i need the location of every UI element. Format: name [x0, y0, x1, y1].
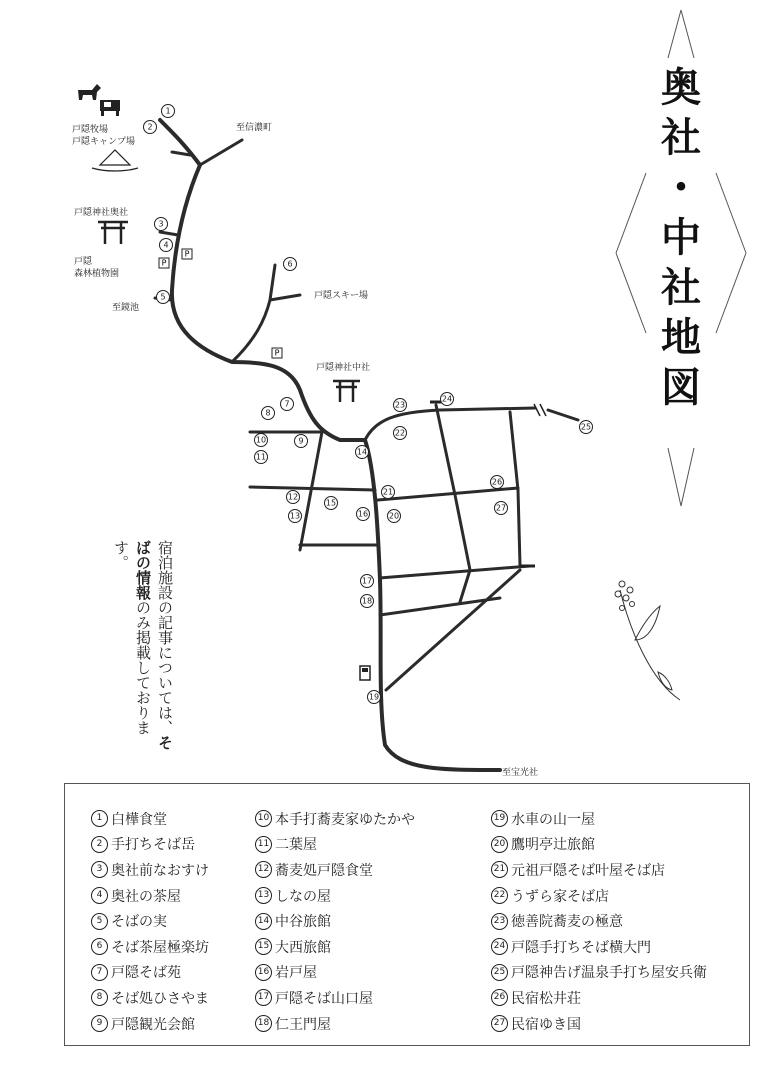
title-char-1: 奥: [661, 64, 701, 111]
svg-text:10: 10: [255, 435, 267, 445]
title-char-7: 図: [661, 364, 701, 411]
svg-text:9: 9: [298, 436, 304, 446]
road-cross-1: [250, 487, 375, 490]
marker-7[interactable]: [281, 398, 294, 411]
note-text-1: 宿泊施設の記事については、: [156, 540, 174, 735]
legend-item-17[interactable]: 17 戸隠そば山口屋: [255, 985, 415, 1011]
road-break-mark: [534, 404, 546, 416]
marker-21[interactable]: [382, 486, 395, 499]
marker-19[interactable]: [368, 691, 381, 704]
legend-item-4[interactable]: 4 奥社の茶屋: [91, 883, 209, 909]
road-ski-2: [270, 295, 300, 300]
svg-text:2: 2: [147, 122, 153, 132]
marker-26[interactable]: [491, 476, 504, 489]
marker-5[interactable]: [157, 291, 170, 304]
marker-4[interactable]: [160, 239, 173, 252]
label-ranch: 戸隠牧場: [72, 125, 109, 135]
road-camp: [172, 152, 190, 155]
road-cross-3: [378, 488, 518, 500]
torii-icon-okusha: [98, 222, 128, 244]
marker-22[interactable]: [394, 427, 407, 440]
note-text-2: のみ掲載しております。: [112, 540, 152, 735]
marker-13[interactable]: [289, 510, 302, 523]
legend-item-14[interactable]: 14 中谷旅館: [255, 908, 415, 934]
svg-text:P: P: [161, 258, 167, 268]
legend-column-1: [91, 806, 209, 1036]
svg-text:13: 13: [289, 511, 301, 521]
svg-text:P: P: [184, 249, 190, 259]
legend-item-23[interactable]: 23 徳善院蕎麦の極意: [491, 908, 707, 934]
legend-item-12[interactable]: 12 蕎麦処戸隠食堂: [255, 857, 415, 883]
flower-icon: [615, 581, 680, 700]
road-shinano: [200, 140, 242, 165]
svg-text:1: 1: [165, 106, 171, 116]
svg-text:8: 8: [265, 408, 271, 418]
svg-text:15: 15: [325, 498, 337, 508]
label-chusha: 戸隠神社中社: [316, 363, 371, 373]
legend-item-18[interactable]: 18 仁王門屋: [255, 1011, 415, 1037]
legend-item-26[interactable]: 26 民宿松井荘: [491, 985, 707, 1011]
legend-item-27[interactable]: 27 民宿ゆき国: [491, 1011, 707, 1037]
road-ski: [232, 265, 275, 362]
legend-item-8[interactable]: 8 そば処ひさやま: [91, 985, 209, 1011]
gas-station-icon: [360, 666, 370, 680]
title-char-5: 社: [661, 264, 701, 311]
title-char-4: 中: [661, 214, 701, 261]
svg-text:23: 23: [394, 400, 406, 410]
legend-box: [64, 783, 750, 1046]
svg-text:21: 21: [382, 487, 394, 497]
legend-item-15[interactable]: 15 大西旅館: [255, 934, 415, 960]
horse-icon: [78, 84, 101, 100]
road-cross-4: [380, 566, 530, 578]
marker-18[interactable]: [361, 595, 374, 608]
legend-column-3: [491, 806, 707, 1036]
road-okusha: [160, 232, 178, 235]
marker-11[interactable]: [255, 451, 268, 464]
legend-item-6[interactable]: 6 そば茶屋極楽坊: [91, 934, 209, 960]
svg-text:4: 4: [163, 240, 169, 250]
legend-item-2[interactable]: 2 手打ちそば岳: [91, 832, 209, 858]
svg-text:18: 18: [361, 596, 373, 606]
svg-text:24: 24: [441, 394, 453, 404]
road-diag: [386, 570, 520, 690]
lodging-note: [110, 540, 176, 760]
title-char-3: ・: [661, 164, 701, 211]
parking-icon-1: [159, 258, 169, 268]
label-kagami: 至鏡池: [112, 303, 140, 313]
legend-item-24[interactable]: 24 戸隠手打ちそば横大門: [491, 934, 707, 960]
note-text-bold: そばの情報: [134, 540, 174, 750]
marker-9[interactable]: [295, 435, 308, 448]
marker-12[interactable]: [287, 491, 300, 504]
svg-text:26: 26: [491, 477, 503, 487]
label-shinano: 至信濃町: [236, 123, 273, 133]
marker-3[interactable]: [155, 218, 168, 231]
title-char-6: 地: [661, 314, 701, 361]
svg-text:19: 19: [368, 692, 380, 702]
svg-text:22: 22: [394, 428, 406, 438]
legend-item-16[interactable]: 16 岩戸屋: [255, 960, 415, 986]
legend-item-13[interactable]: 13 しなの屋: [255, 883, 415, 909]
marker-2[interactable]: [144, 121, 157, 134]
label-camp: 戸隠キャンプ場: [72, 137, 136, 147]
marker-17[interactable]: [361, 575, 374, 588]
legend-item-11[interactable]: 11 二葉屋: [255, 832, 415, 858]
svg-text:16: 16: [357, 509, 369, 519]
tent-icon: [92, 150, 138, 171]
parking-icon-3: [272, 348, 282, 358]
marker-14[interactable]: [356, 446, 369, 459]
marker-1[interactable]: [162, 105, 175, 118]
legend-item-20[interactable]: 20 鷹明亭辻旅館: [491, 832, 707, 858]
map-title: [606, 8, 756, 513]
torii-icon-chusha: [333, 381, 360, 402]
marker-8[interactable]: [262, 407, 275, 420]
cow-icon: [100, 100, 120, 116]
legend-item-7[interactable]: 7 戸隠そば苑: [91, 960, 209, 986]
legend-item-22[interactable]: 22 うずら家そば店: [491, 883, 707, 909]
marker-27[interactable]: [495, 502, 508, 515]
legend-item-9[interactable]: 9 戸隠観光会館: [91, 1011, 209, 1037]
marker-20[interactable]: [388, 510, 401, 523]
road-east-top-2: [548, 410, 578, 420]
svg-text:17: 17: [361, 576, 373, 586]
svg-text:12: 12: [287, 492, 299, 502]
legend-item-10[interactable]: 10 本手打蕎麦家ゆたかや: [255, 806, 415, 832]
marker-10[interactable]: [255, 434, 268, 447]
label-okusha: 戸隠神社奥社: [74, 208, 129, 218]
svg-text:14: 14: [356, 447, 368, 457]
marker-15[interactable]: [325, 497, 338, 510]
legend-item-3[interactable]: 3 奥社前なおすけ: [91, 857, 209, 883]
svg-text:7: 7: [284, 399, 290, 409]
label-forest-2: 森林植物園: [74, 269, 120, 279]
parking-icon-2: [182, 249, 192, 259]
svg-text:25: 25: [580, 422, 592, 432]
label-ski: 戸隠スキー場: [314, 291, 369, 301]
svg-text:6: 6: [287, 259, 293, 269]
marker-24[interactable]: [441, 393, 454, 406]
legend-column-2: [255, 806, 415, 1036]
svg-text:20: 20: [388, 511, 400, 521]
marker-23[interactable]: [394, 399, 407, 412]
marker-6[interactable]: [284, 258, 297, 271]
legend-item-1[interactable]: 1 白樺食堂: [91, 806, 209, 832]
marker-25[interactable]: [580, 421, 593, 434]
legend-item-5[interactable]: 5 そばの実: [91, 908, 209, 934]
svg-text:3: 3: [158, 219, 164, 229]
title-char-2: 社: [661, 114, 701, 161]
svg-text:11: 11: [255, 452, 267, 462]
label-forest-1: 戸隠: [74, 257, 93, 267]
svg-text:5: 5: [160, 292, 166, 302]
legend-item-19[interactable]: 19 水車の山一屋: [491, 806, 707, 832]
svg-text:P: P: [274, 348, 280, 358]
legend-item-21[interactable]: 21 元祖戸隠そば叶屋そば店: [491, 857, 707, 883]
road-cross-5: [380, 598, 500, 615]
label-hokosha: 至宝光社: [502, 768, 539, 778]
road-west-branch: [300, 432, 322, 550]
legend-item-25[interactable]: 25 戸隠神告げ温泉手打ち屋安兵衛: [491, 960, 707, 986]
marker-16[interactable]: [357, 508, 370, 521]
svg-text:27: 27: [495, 503, 507, 513]
